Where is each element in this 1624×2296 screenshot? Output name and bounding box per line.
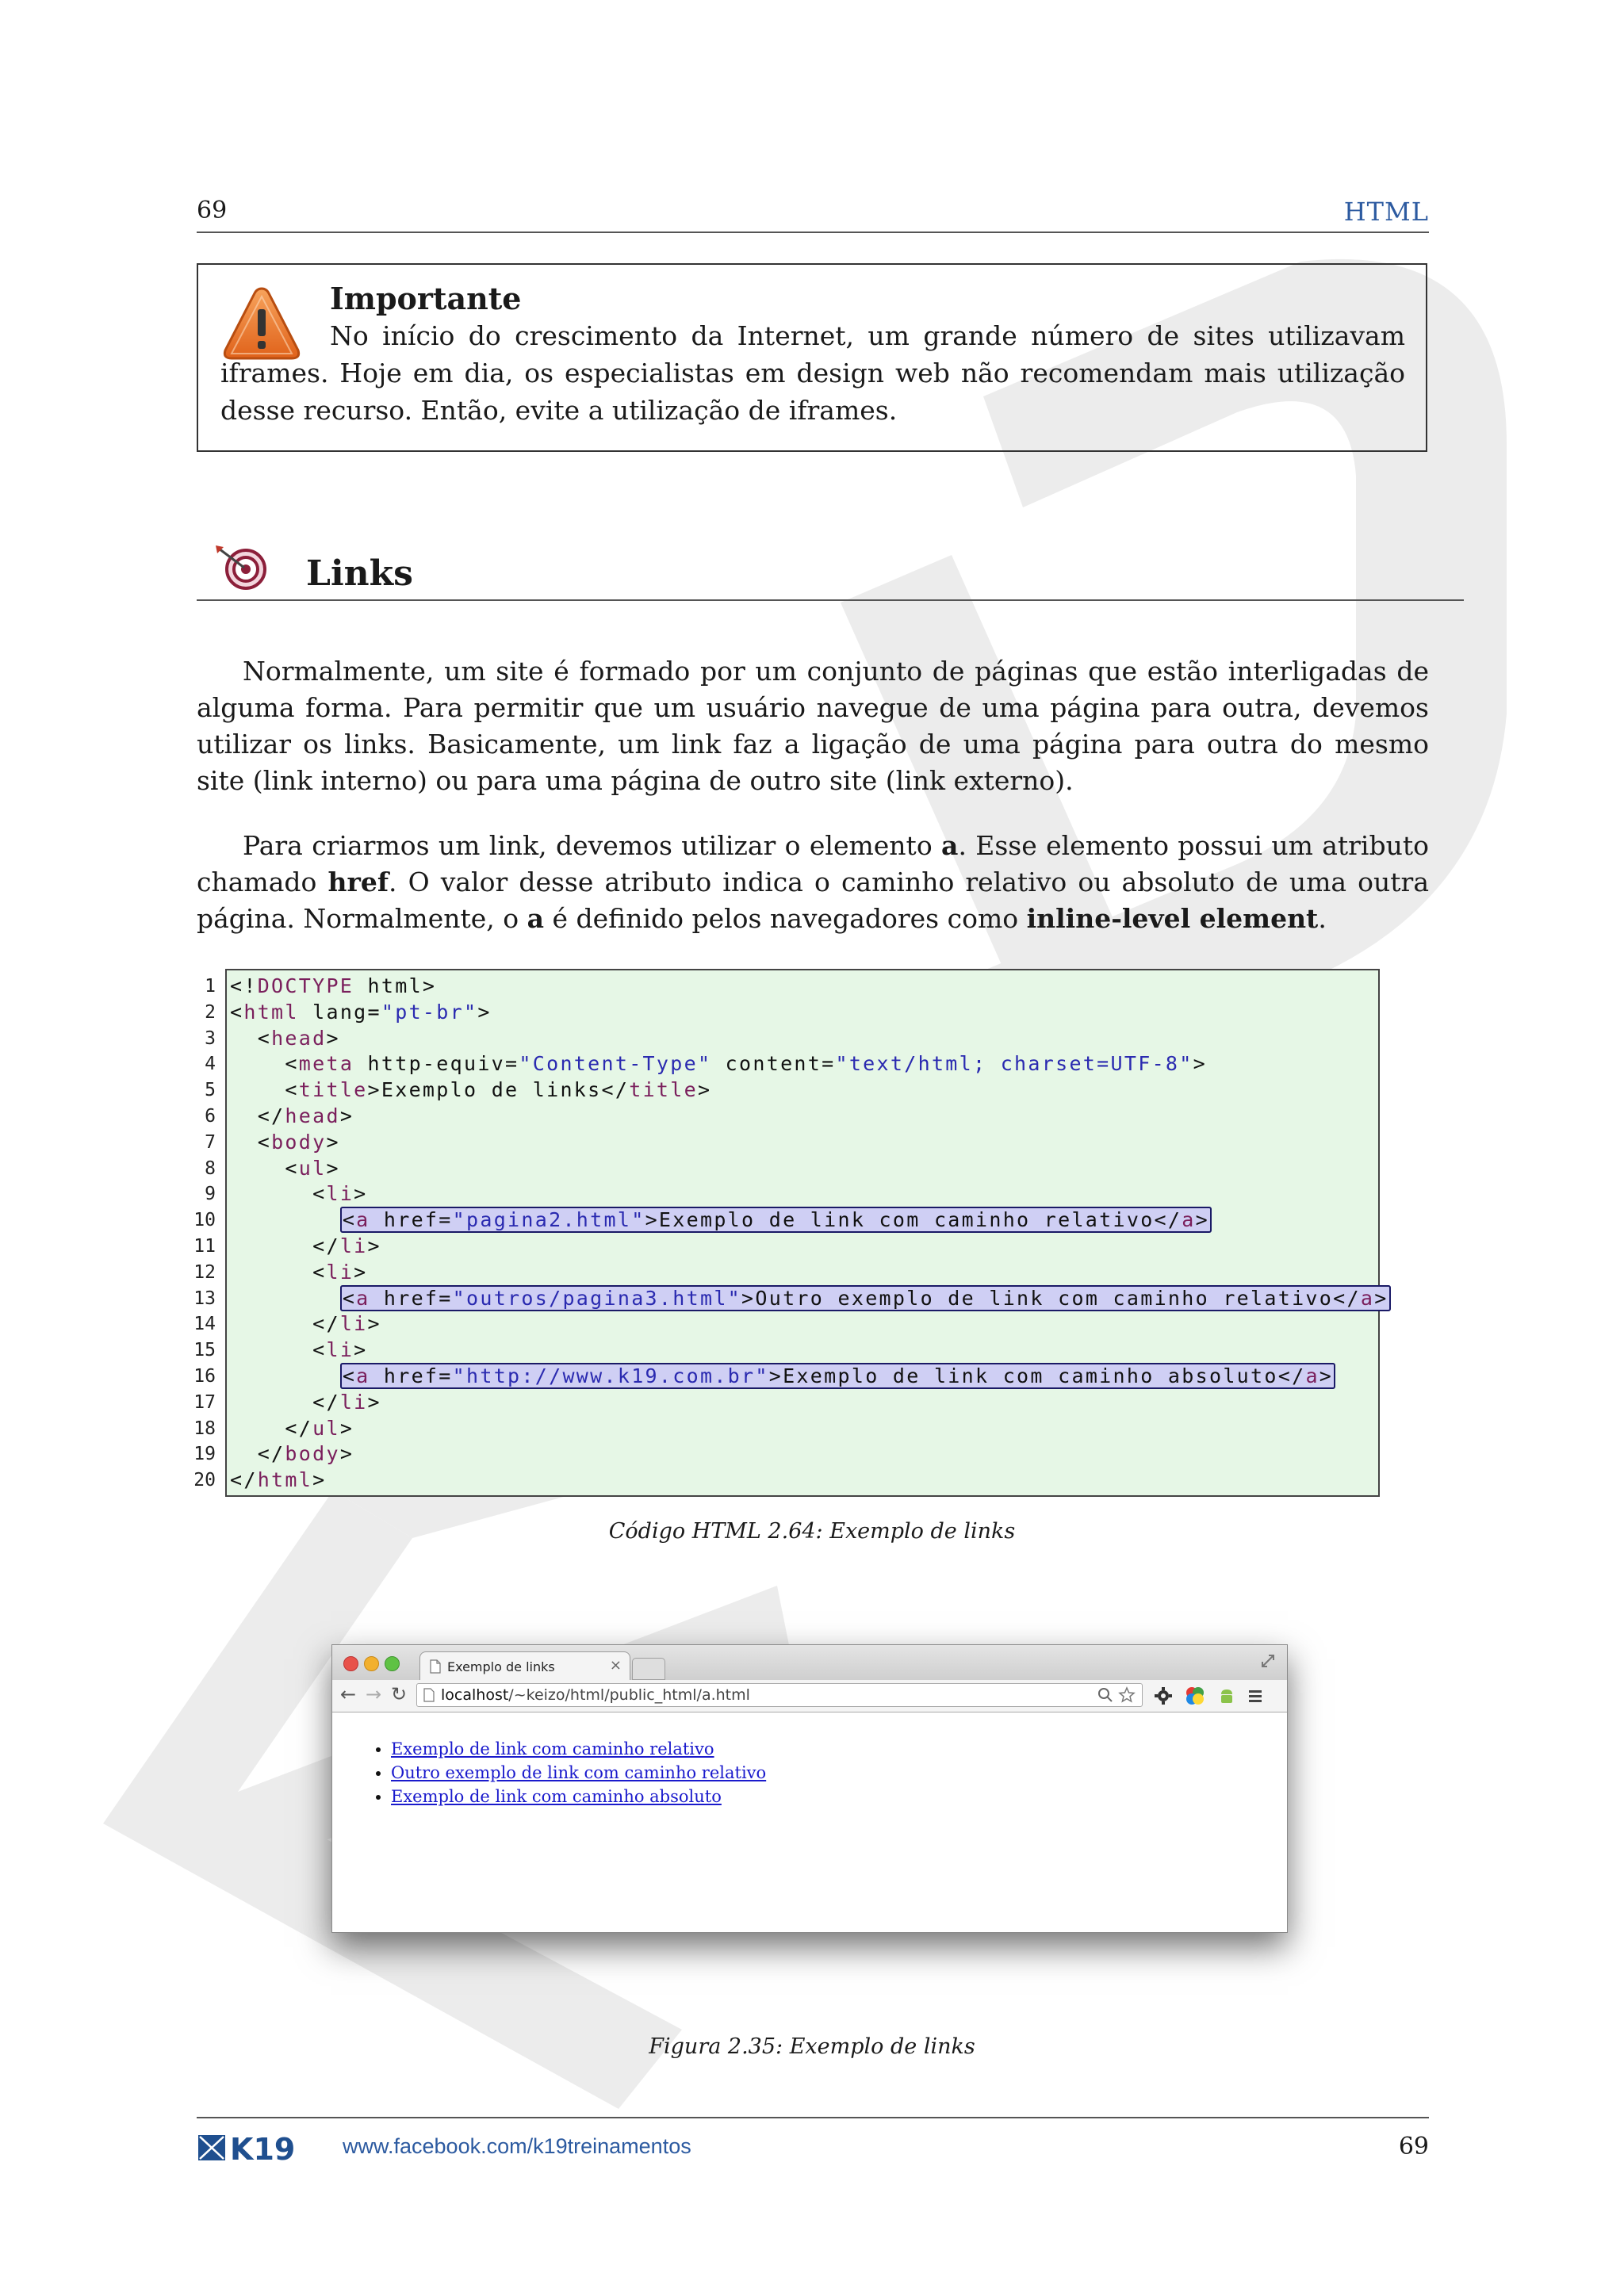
android-icon[interactable] bbox=[1216, 1685, 1238, 1707]
section-title: Links bbox=[306, 553, 413, 594]
line-number: 17 bbox=[193, 1391, 216, 1413]
line-number: 14 bbox=[193, 1314, 216, 1335]
code-line: <title>Exemplo de links</title> bbox=[230, 1078, 712, 1102]
target-icon bbox=[213, 542, 268, 591]
highlighted-anchor: <a href="http://www.k19.com.br">Exemplo de link com caminho absoluto</a> bbox=[340, 1363, 1335, 1389]
code-line: </ul> bbox=[230, 1416, 354, 1440]
footer-page-number: 69 bbox=[1398, 2133, 1429, 2160]
link-relative-other[interactable]: Outro exemplo de link com caminho relativo bbox=[391, 1763, 767, 1782]
line-number: 3 bbox=[205, 1027, 216, 1049]
paragraph-intro: Normalmente, um site é formado por um conjunto de páginas que estão interligadas de alguma forma. Para permitir que um usuário navegue de uma página para outra, devemos utilizar os links. Basicamente, um link faz a ligação de uma página para outra do mesmo site (link interno) ou para uma página de outro site (link externo). bbox=[197, 656, 1429, 796]
link-absolute[interactable]: Exemplo de link com caminho absoluto bbox=[391, 1787, 722, 1806]
color-wheel-extension-icon[interactable] bbox=[1184, 1685, 1206, 1707]
code-line: <!DOCTYPE html> bbox=[230, 974, 437, 997]
code-line bbox=[230, 1286, 1391, 1312]
line-number: 6 bbox=[205, 1105, 216, 1127]
line-number: 12 bbox=[193, 1261, 216, 1283]
fullscreen-icon[interactable] bbox=[1260, 1653, 1276, 1669]
code-line: </body> bbox=[230, 1442, 354, 1466]
tab-title: Exemplo de links bbox=[447, 1659, 555, 1674]
line-number: 13 bbox=[193, 1288, 216, 1309]
code-line: <head> bbox=[230, 1026, 340, 1050]
code-line: <meta http-equiv="Content-Type" content="text/html; charset=UTF-8"> bbox=[230, 1052, 1207, 1076]
line-number: 5 bbox=[205, 1080, 216, 1101]
menu-icon[interactable] bbox=[1244, 1685, 1266, 1707]
line-number: 18 bbox=[193, 1418, 216, 1439]
code-line: <li> bbox=[230, 1260, 368, 1284]
list-item bbox=[391, 1785, 766, 1808]
important-title: Importante bbox=[330, 281, 522, 316]
page-icon bbox=[423, 1688, 435, 1702]
back-arrow-icon[interactable]: ← bbox=[340, 1683, 357, 1705]
highlighted-anchor: <a href="outros/pagina3.html">Outro exemplo de link com caminho relativo</a> bbox=[340, 1285, 1391, 1311]
link-relative[interactable]: Exemplo de link com caminho relativo bbox=[391, 1739, 714, 1758]
zoom-window-icon[interactable] bbox=[385, 1656, 400, 1671]
code-lines bbox=[230, 974, 1391, 1494]
tab-close-icon[interactable]: × bbox=[609, 1657, 622, 1674]
important-text: No início do crescimento da Internet, um grande número de sites utilizavam iframes. Hoje em dia, os especialistas em design web não recomendam mais utilização desse recurso. Então, evite a utilização de iframes. bbox=[220, 320, 1405, 426]
code-line bbox=[230, 1207, 1391, 1234]
svg-text:K19: K19 bbox=[230, 2132, 296, 2164]
header-divider bbox=[197, 232, 1429, 233]
code-line: <html lang="pt-br"> bbox=[230, 1000, 492, 1024]
line-number: 2 bbox=[205, 1001, 216, 1023]
new-tab-button[interactable] bbox=[632, 1658, 665, 1680]
page-icon bbox=[430, 1659, 441, 1674]
line-number: 7 bbox=[205, 1131, 216, 1153]
footer-divider bbox=[197, 2117, 1429, 2118]
zoom-icon[interactable] bbox=[1097, 1687, 1113, 1703]
browser-toolbar bbox=[332, 1680, 1287, 1712]
browser-tab[interactable] bbox=[419, 1651, 630, 1681]
code-line: <li> bbox=[230, 1182, 368, 1206]
line-number: 20 bbox=[193, 1470, 216, 1491]
reload-icon[interactable]: ↻ bbox=[391, 1683, 408, 1705]
header-chapter-title: HTML bbox=[1343, 197, 1429, 227]
url-path: /~keizo/html/public_html/a.html bbox=[508, 1686, 750, 1704]
line-number: 8 bbox=[205, 1158, 216, 1179]
line-number: 15 bbox=[193, 1340, 216, 1361]
code-line bbox=[230, 1364, 1391, 1390]
address-bar[interactable] bbox=[416, 1683, 1143, 1707]
browser-tab-bar bbox=[332, 1645, 1287, 1680]
code-line: </li> bbox=[230, 1312, 381, 1336]
k19-logo bbox=[197, 2131, 320, 2164]
code-line: <li> bbox=[230, 1338, 368, 1362]
section-divider bbox=[197, 599, 1464, 601]
bookmark-star-icon[interactable] bbox=[1118, 1686, 1136, 1704]
line-number: 1 bbox=[205, 976, 216, 997]
close-window-icon[interactable] bbox=[343, 1656, 358, 1671]
code-line: </li> bbox=[230, 1234, 381, 1257]
browser-window-screenshot bbox=[331, 1644, 1288, 1933]
figure-caption: Figura 2.35: Exemplo de links bbox=[649, 2034, 975, 2059]
code-caption: Código HTML 2.64: Exemplo de links bbox=[608, 1519, 1016, 1544]
rendered-link-list bbox=[362, 1737, 766, 1808]
minimize-window-icon[interactable] bbox=[364, 1656, 379, 1671]
line-number: 10 bbox=[193, 1210, 216, 1231]
list-item bbox=[391, 1761, 766, 1785]
code-line: <ul> bbox=[230, 1156, 340, 1180]
settings-gear-icon[interactable] bbox=[1152, 1685, 1174, 1707]
url-host: localhost bbox=[441, 1686, 509, 1704]
line-number: 11 bbox=[193, 1235, 216, 1257]
code-line: </html> bbox=[230, 1468, 327, 1492]
paragraph-anchor-element: Para criarmos um link, devemos utilizar o elemento a. Esse elemento possui um atributo chamado href. O valor desse atributo indica o caminho relativo ou absoluto de uma outra página. Normalmente, o a é definido pelos navegadores como inline-level element. bbox=[197, 830, 1429, 934]
code-line-numbers bbox=[174, 974, 216, 1494]
code-line: </li> bbox=[230, 1390, 381, 1414]
line-number: 4 bbox=[205, 1054, 216, 1075]
line-number: 16 bbox=[193, 1365, 216, 1387]
header-page-number: 69 bbox=[197, 197, 228, 224]
list-item bbox=[391, 1737, 766, 1761]
highlighted-anchor: <a href="pagina2.html">Exemplo de link com caminho relativo</a> bbox=[340, 1207, 1212, 1233]
line-number: 19 bbox=[193, 1444, 216, 1465]
line-number: 9 bbox=[205, 1184, 216, 1205]
footer-url: www.facebook.com/k19treinamentos bbox=[343, 2134, 691, 2158]
code-line: </head> bbox=[230, 1104, 354, 1127]
forward-arrow-icon[interactable]: → bbox=[366, 1683, 382, 1705]
code-line: <body> bbox=[230, 1130, 340, 1154]
